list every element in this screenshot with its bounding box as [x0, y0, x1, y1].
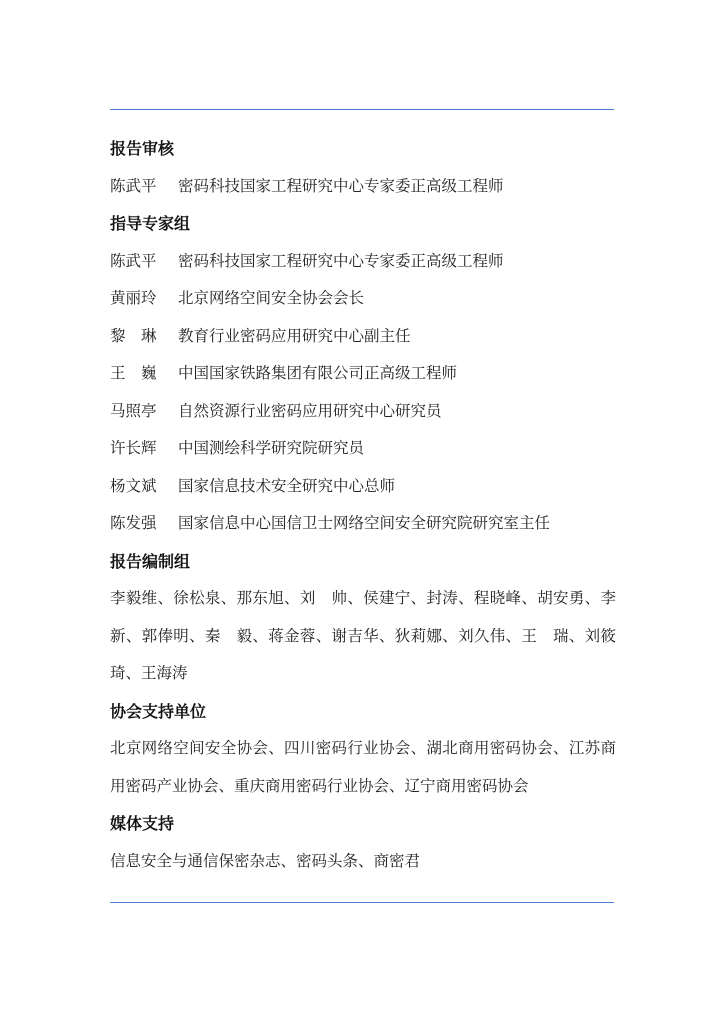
person-name: 许长辉: [110, 439, 157, 457]
person-name: 黄丽玲: [110, 289, 157, 307]
top-divider: [110, 109, 614, 110]
person-title: 教育行业密码应用研究中心副主任: [178, 326, 411, 345]
person-name: 马照亭: [110, 401, 157, 420]
person-row: [110, 318, 616, 356]
person-name: 黎 琳: [110, 326, 157, 345]
section-heading-support: 协会支持单位: [110, 701, 207, 721]
person-title: 密码科技国家工程研究中心专家委正高级工程师: [178, 251, 504, 270]
person-row: [110, 393, 616, 431]
person-name: 陈武平: [110, 251, 157, 270]
person-name: 杨文斌: [110, 476, 157, 495]
section-heading-media: 媒体支持: [110, 814, 175, 833]
person-row: [110, 355, 616, 393]
person-row: [110, 505, 616, 543]
section-heading-experts: 指导专家组: [110, 214, 191, 233]
support-organizations: 北京网络空间安全协会、四川密码行业协会、湖北商用密码协会、江苏商用密码产业协会、重庆商用密码行业协会、辽宁商用密码协会: [110, 739, 616, 795]
person-title: 国家信息中心国信卫士网络空间安全研究院研究室主任: [178, 514, 551, 532]
person-title: 北京网络空间安全协会会长: [178, 289, 365, 307]
person-row: [110, 243, 616, 281]
person-title: 自然资源行业密码应用研究中心研究员: [178, 401, 442, 420]
person-title: 中国测绘科学研究院研究员: [178, 439, 365, 457]
person-title: 国家信息技术安全研究中心总师: [178, 476, 396, 495]
person-name: 王 巍: [110, 364, 157, 382]
person-row: [110, 280, 616, 318]
person-row: [110, 168, 616, 206]
person-title: 中国国家铁路集团有限公司正高级工程师: [178, 364, 458, 382]
person-name: 陈武平: [110, 176, 157, 195]
person-row: [110, 430, 616, 468]
bottom-divider: [110, 902, 614, 903]
editorial-members: 李毅维、徐松泉、那东旭、刘 帅、侯建宁、封涛、程晓峰、胡安勇、李 新、郭俸明、秦 毅、蒋金蓉、谢吉华、狄莉娜、刘久伟、王 瑞、刘筱琦、王海涛: [110, 589, 632, 682]
person-row: [110, 468, 616, 506]
media-partners: 信息安全与通信保密杂志、密码头条、商密君: [110, 851, 421, 870]
credits-content: [110, 130, 632, 880]
section-heading-review: 报告审核: [110, 139, 175, 158]
person-name: 陈发强: [110, 514, 157, 532]
section-heading-editorial: 报告编制组: [110, 551, 191, 571]
person-title: 密码科技国家工程研究中心专家委正高级工程师: [178, 176, 504, 195]
